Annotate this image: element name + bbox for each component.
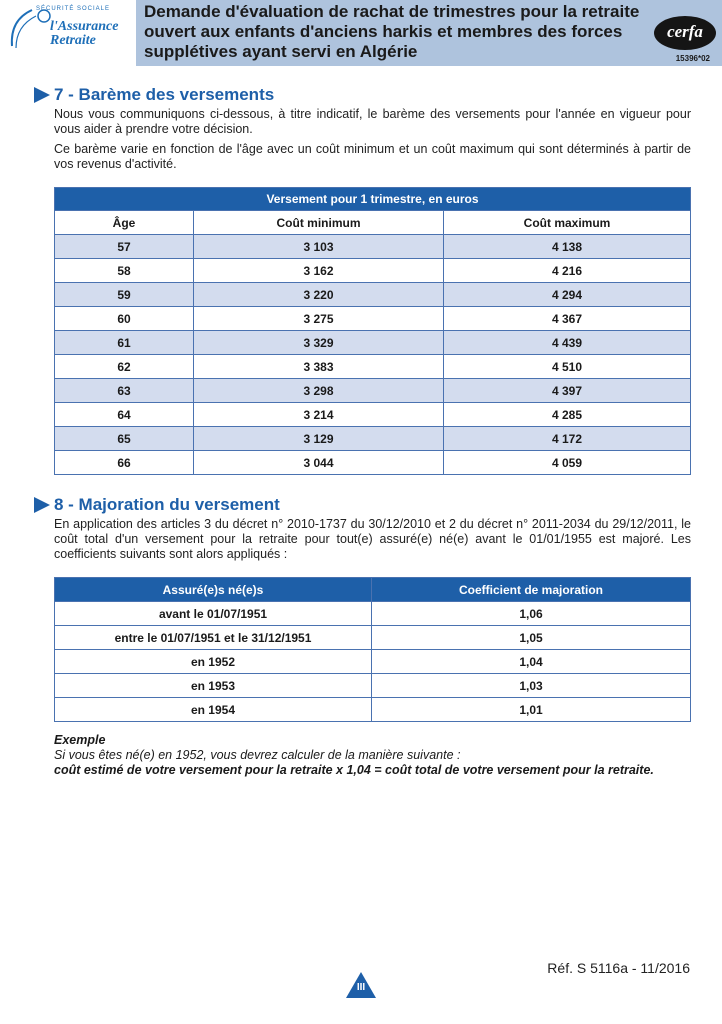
table-row (55, 331, 691, 355)
section7-title-text: 7 - Barème des versements (54, 85, 275, 104)
table-row (55, 451, 691, 475)
age-cell: 59 (55, 283, 194, 307)
table-row (55, 602, 691, 626)
table-row (55, 355, 691, 379)
example-line2: coût estimé de votre versement pour la retraite x 1,04 = coût total de votre versement pour la retraite. (54, 763, 654, 777)
coefficient-cell: 1,03 (372, 674, 691, 698)
cout-maximum-cell: 4 285 (444, 403, 691, 427)
age-cell: 63 (55, 379, 194, 403)
age-cell: 62 (55, 355, 194, 379)
header-age: Âge (55, 211, 194, 235)
age-cell: 60 (55, 307, 194, 331)
section7-title (34, 85, 274, 105)
cout-minimum-cell: 3 329 (194, 331, 444, 355)
cout-maximum-cell: 4 216 (444, 259, 691, 283)
cout-maximum-cell: 4 059 (444, 451, 691, 475)
birth-period-cell: en 1953 (55, 674, 372, 698)
table-row (55, 698, 691, 722)
table-row (55, 403, 691, 427)
arrow-right-icon (34, 87, 50, 103)
bareme-caption: Versement pour 1 trimestre, en euros (55, 188, 691, 211)
bareme-table-body (55, 235, 691, 475)
table-row (55, 235, 691, 259)
page-header (0, 0, 722, 66)
section7-para2: Ce barème varie en fonction de l'âge avec un coût minimum et un coût maximum qui sont déterminés à partir de vos revenus d'activité. (54, 142, 691, 171)
table-row (55, 427, 691, 451)
cout-maximum-cell: 4 367 (444, 307, 691, 331)
cout-minimum-cell: 3 162 (194, 259, 444, 283)
section8-title (34, 495, 280, 515)
age-cell: 58 (55, 259, 194, 283)
header-assures: Assuré(e)s né(e)s (55, 578, 372, 602)
coefficient-cell: 1,06 (372, 602, 691, 626)
cout-maximum-cell: 4 439 (444, 331, 691, 355)
cout-minimum-cell: 3 103 (194, 235, 444, 259)
arrow-right-icon (34, 497, 50, 513)
cout-maximum-cell: 4 397 (444, 379, 691, 403)
cout-minimum-cell: 3 275 (194, 307, 444, 331)
example-title: Exemple (54, 733, 106, 747)
cout-maximum-cell: 4 294 (444, 283, 691, 307)
coefficient-cell: 1,04 (372, 650, 691, 674)
birth-period-cell: entre le 01/07/1951 et le 31/12/1951 (55, 626, 372, 650)
logo-small-text: SÉCURITÉ SOCIALE (36, 6, 111, 12)
table-row (55, 283, 691, 307)
majoration-table-body (55, 602, 691, 722)
table-row (55, 626, 691, 650)
header-cout-maximum: Coût maximum (444, 211, 691, 235)
table-row (55, 650, 691, 674)
cout-maximum-cell: 4 172 (444, 427, 691, 451)
table-row (55, 307, 691, 331)
cout-minimum-cell: 3 214 (194, 403, 444, 427)
cout-maximum-cell: 4 138 (444, 235, 691, 259)
cout-minimum-cell: 3 129 (194, 427, 444, 451)
cout-minimum-cell: 3 383 (194, 355, 444, 379)
table-row (55, 259, 691, 283)
form-title: Demande d'évaluation de rachat de trimestres pour la retraite ouvert aux enfants d'anciens harkis et membres des forces supplétives ayant servi en Algérie (144, 2, 640, 61)
page-number-badge (346, 972, 376, 998)
document-reference: Réf. S 5116a - 11/2016 (547, 960, 690, 976)
assurance-retraite-logo (6, 2, 134, 62)
cout-maximum-cell: 4 510 (444, 355, 691, 379)
cout-minimum-cell: 3 220 (194, 283, 444, 307)
birth-period-cell: en 1952 (55, 650, 372, 674)
age-cell: 57 (55, 235, 194, 259)
section8-para: En application des articles 3 du décret n° 2010-1737 du 30/12/2010 et 2 du décret n° 2011-2034 du 29/12/2011, le coût total d'un versement pour la retraite pour tout(e) assuré(e) né(e) avant le 01/01/1955 est majoré. Les coefficients suivants sont alors appliqués : (54, 517, 691, 561)
logo-line2: Retraite (50, 33, 96, 48)
section8-title-text: 8 - Majoration du versement (54, 495, 280, 514)
age-cell: 66 (55, 451, 194, 475)
header-cout-minimum: Coût minimum (194, 211, 444, 235)
birth-period-cell: en 1954 (55, 698, 372, 722)
section7-para1: Nous vous communiquons ci-dessous, à titre indicatif, le barème des versements pour l'année en vigueur pour vous aider à prendre votre décision. (54, 107, 691, 136)
age-cell: 64 (55, 403, 194, 427)
header-coefficient: Coefficient de majoration (372, 578, 691, 602)
bareme-table (54, 187, 691, 475)
table-row (55, 674, 691, 698)
cerfa-number: 15396*02 (675, 54, 710, 63)
logo-text (50, 20, 118, 48)
birth-period-cell: avant le 01/07/1951 (55, 602, 372, 626)
majoration-table (54, 577, 691, 722)
example-block (54, 733, 704, 778)
table-row (55, 379, 691, 403)
page-number: III (356, 982, 366, 993)
cerfa-logo: cerfa (654, 16, 716, 50)
logo-line1: l'Assurance (50, 19, 119, 34)
age-cell: 61 (55, 331, 194, 355)
coefficient-cell: 1,01 (372, 698, 691, 722)
example-line1: Si vous êtes né(e) en 1952, vous devrez calculer de la manière suivante : (54, 748, 461, 762)
age-cell: 65 (55, 427, 194, 451)
cout-minimum-cell: 3 044 (194, 451, 444, 475)
coefficient-cell: 1,05 (372, 626, 691, 650)
cout-minimum-cell: 3 298 (194, 379, 444, 403)
header-band (136, 0, 722, 66)
